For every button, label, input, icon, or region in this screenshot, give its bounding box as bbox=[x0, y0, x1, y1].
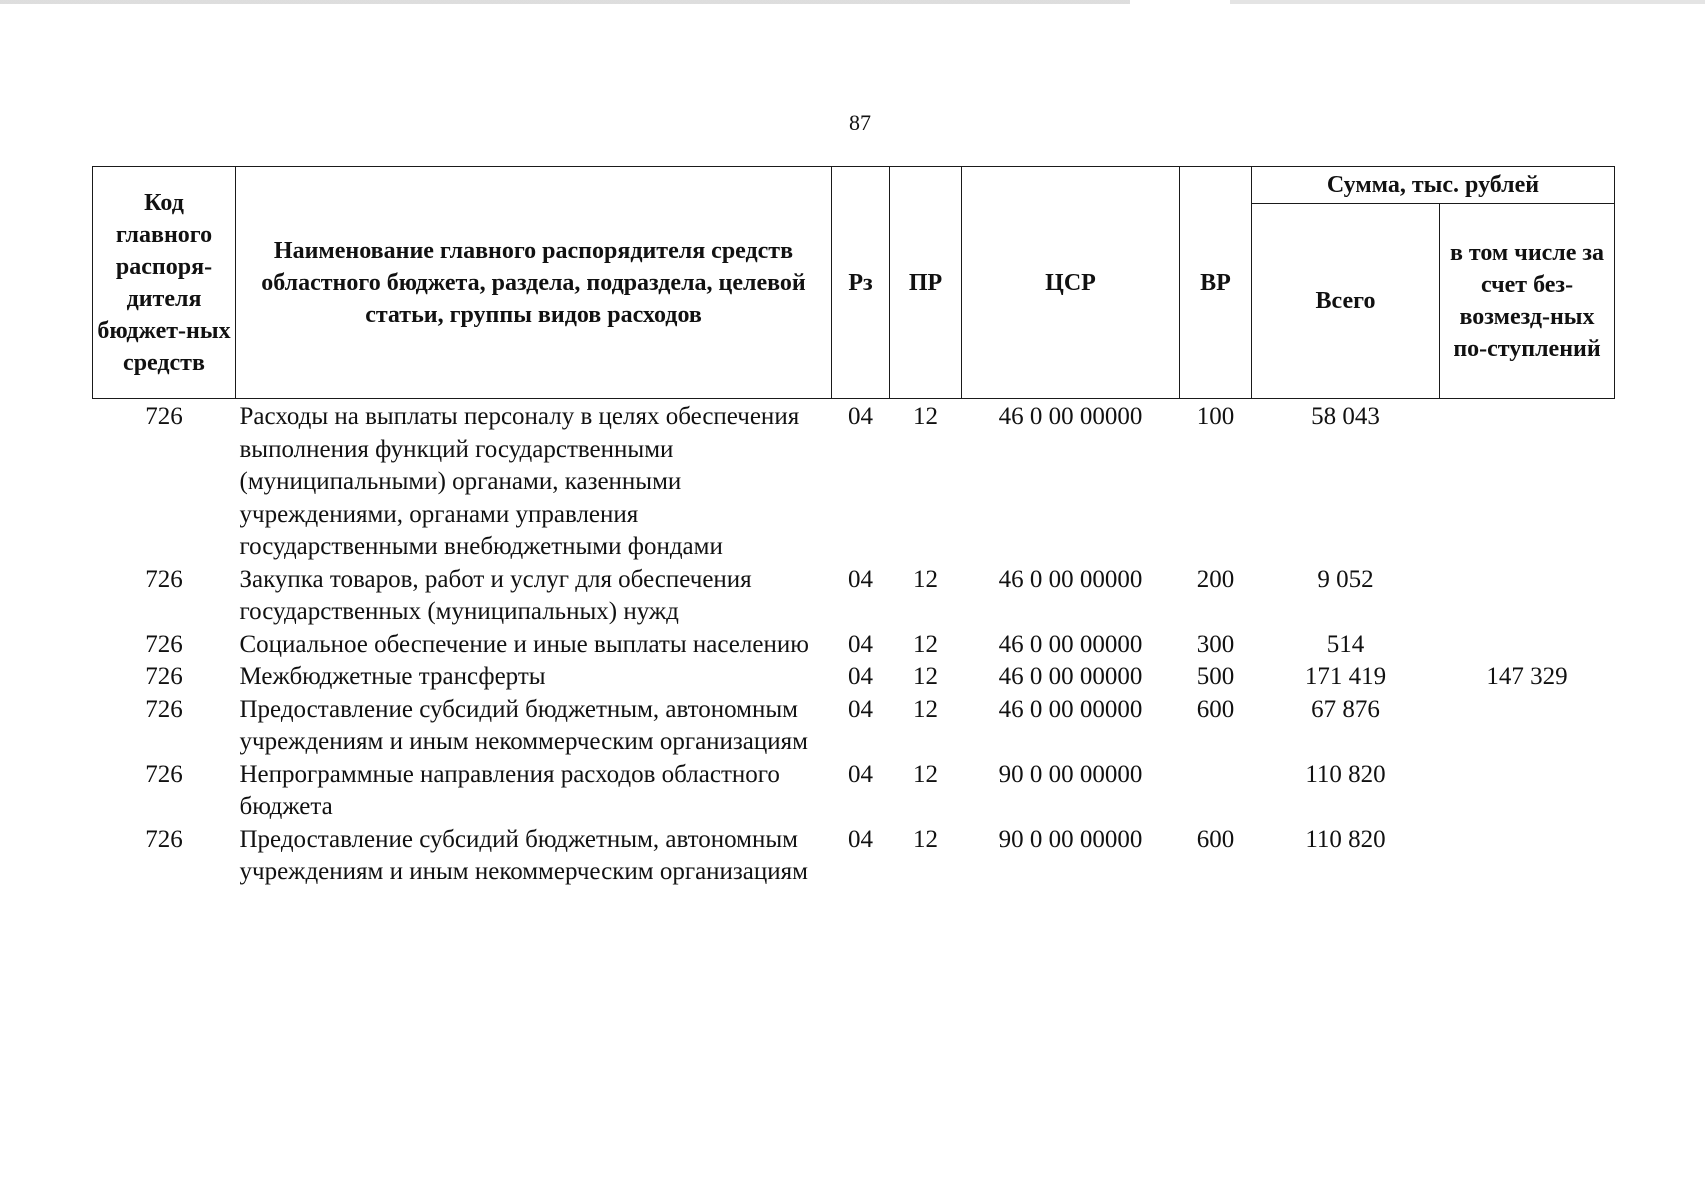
table-row bbox=[93, 399, 1615, 564]
cell-free bbox=[1440, 399, 1615, 564]
table-row bbox=[93, 564, 1615, 629]
cell-total: 110 820 bbox=[1305, 825, 1386, 853]
header-name: Наименование главного распорядителя средств областного бюджета, раздела, подраздела, целевой статьи, группы видов расходов bbox=[236, 167, 832, 399]
cell-code: 726 bbox=[145, 663, 183, 690]
cell-code: 726 bbox=[145, 760, 183, 788]
header-pr: ПР bbox=[890, 167, 962, 399]
header-csr: ЦСР bbox=[962, 167, 1180, 399]
table-row bbox=[93, 759, 1615, 824]
cell-vr bbox=[1180, 759, 1252, 824]
cell-rz: 04 bbox=[848, 695, 873, 723]
header-code: Код главного распоря-дителя бюджет-ных средств bbox=[93, 167, 236, 399]
scan-edge bbox=[0, 0, 1705, 4]
cell-csr: 46 0 00 00000 bbox=[998, 663, 1143, 690]
cell-csr: 90 0 00 00000 bbox=[998, 760, 1143, 788]
budget-table bbox=[92, 166, 1615, 889]
cell-vr: 500 bbox=[1196, 663, 1235, 690]
cell-free bbox=[1440, 759, 1615, 824]
cell-rz: 04 bbox=[848, 760, 873, 788]
cell-vr: 600 bbox=[1196, 825, 1235, 853]
cell-total: 67 876 bbox=[1311, 695, 1380, 723]
cell-pr: 12 bbox=[913, 760, 938, 788]
cell-name: Расходы на выплаты персоналу в целях обеспечения выполнения функций государственными (муниципальными) органами, казенными учреждениями, органами управления государственными внебюджетными фондами bbox=[239, 403, 800, 560]
table-body bbox=[93, 399, 1615, 889]
cell-rz: 04 bbox=[848, 825, 873, 853]
cell-csr: 46 0 00 00000 bbox=[998, 565, 1143, 593]
cell-name: Межбюджетные трансферты bbox=[239, 663, 546, 690]
header-vr: ВР bbox=[1180, 167, 1252, 399]
cell-free bbox=[1440, 564, 1615, 629]
table-row bbox=[93, 694, 1615, 759]
page-number: 87 bbox=[849, 110, 871, 135]
table-row bbox=[93, 824, 1615, 889]
cell-rz: 04 bbox=[848, 630, 873, 658]
header-free: в том числе за счет без-возмезд-ных по-ступлений bbox=[1440, 204, 1615, 399]
table-row bbox=[93, 661, 1615, 694]
cell-free bbox=[1440, 824, 1615, 889]
cell-code: 726 bbox=[145, 565, 183, 593]
cell-total: 514 bbox=[1326, 630, 1365, 658]
cell-vr: 100 bbox=[1196, 403, 1235, 430]
cell-pr: 12 bbox=[913, 825, 938, 853]
cell-name: Предоставление субсидий бюджетным, автономным учреждениям и иным некоммерческим организациям bbox=[239, 825, 808, 885]
cell-pr: 12 bbox=[913, 663, 938, 690]
cell-code: 726 bbox=[145, 630, 183, 658]
cell-vr: 200 bbox=[1196, 565, 1235, 593]
cell-code: 726 bbox=[145, 825, 183, 853]
cell-code: 726 bbox=[145, 695, 183, 723]
cell-name: Социальное обеспечение и иные выплаты населению bbox=[239, 630, 809, 658]
cell-name: Предоставление субсидий бюджетным, автономным учреждениям и иным некоммерческим организациям bbox=[239, 695, 808, 755]
cell-total: 171 419 bbox=[1304, 663, 1387, 690]
cell-rz: 04 bbox=[848, 663, 873, 690]
header-rz: Рз bbox=[832, 167, 890, 399]
header-sum-group: Сумма, тыс. рублей bbox=[1252, 167, 1615, 204]
header-total: Всего bbox=[1252, 204, 1440, 399]
cell-pr: 12 bbox=[913, 695, 938, 723]
cell-free bbox=[1440, 694, 1615, 759]
cell-pr: 12 bbox=[913, 630, 938, 658]
cell-total: 110 820 bbox=[1305, 760, 1386, 788]
cell-free: 147 329 bbox=[1486, 663, 1568, 690]
cell-code: 726 bbox=[145, 403, 183, 430]
cell-name: Непрограммные направления расходов областного бюджета bbox=[239, 760, 780, 820]
cell-pr: 12 bbox=[913, 403, 938, 430]
cell-vr: 300 bbox=[1196, 630, 1235, 658]
cell-csr: 46 0 00 00000 bbox=[998, 630, 1143, 658]
cell-name: Закупка товаров, работ и услуг для обеспечения государственных (муниципальных) нужд bbox=[239, 565, 752, 625]
table-row bbox=[93, 629, 1615, 662]
cell-rz: 04 bbox=[848, 403, 873, 430]
table-header bbox=[93, 167, 1615, 399]
cell-csr: 46 0 00 00000 bbox=[998, 403, 1143, 430]
cell-csr: 46 0 00 00000 bbox=[998, 695, 1143, 723]
cell-rz: 04 bbox=[848, 565, 873, 593]
cell-csr: 90 0 00 00000 bbox=[998, 825, 1143, 853]
cell-free bbox=[1440, 629, 1615, 662]
cell-total: 9 052 bbox=[1317, 565, 1374, 593]
cell-pr: 12 bbox=[913, 565, 938, 593]
cell-vr: 600 bbox=[1196, 695, 1235, 723]
cell-total: 58 043 bbox=[1311, 403, 1380, 430]
